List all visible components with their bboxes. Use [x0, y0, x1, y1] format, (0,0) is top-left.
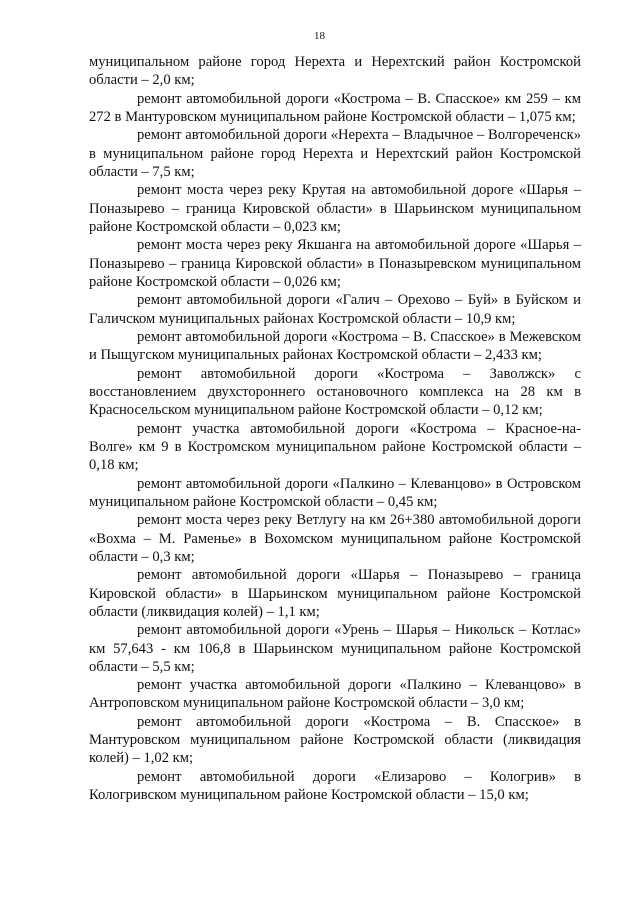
paragraph: ремонт автомобильной дороги «Кострома – В. Спасское» км 259 – км 272 в Мантуровском муниципальном районе Костромской области – 1,075 км; [89, 90, 581, 125]
paragraph: ремонт моста через реку Крутая на автомобильной дороге «Шарья – Поназырево – граница Кировской области» в Шарьинском муниципальном районе Костромской области – 0,023 км; [89, 182, 581, 235]
page-number: 18 [314, 30, 325, 42]
paragraph-continued: муниципальном районе город Нерехта и Нерехтский район Костромской области – 2,0 км; [89, 54, 581, 89]
paragraph: ремонт автомобильной дороги «Кострома – Заволжск» с восстановлением двухстороннего остановочного комплекса на 28 км в Красносельском муниципальном районе Костромской области – 0,12 км; [89, 365, 581, 419]
paragraph: ремонт автомобильной дороги «Шарья – Поназырево – граница Кировской области» в Шарьинском муниципальном районе Костромской области (ликвидация колей) – 1,1 км; [89, 567, 581, 620]
paragraph: ремонт автомобильной дороги «Палкино – Клеванцово» в Островском муниципальном районе Костромской области – 0,45 км; [89, 475, 581, 510]
paragraph: ремонт участка автомобильной дороги «Палкино – Клеванцово» в Антроповском муниципальном районе Костромской области – 3,0 км; [89, 677, 581, 712]
paragraph: ремонт моста через реку Ветлугу на км 26+380 автомобильной дороги «Вохма – М. Раменье» в Вохомском муниципальном районе Костромской области – 0,3 км; [89, 512, 581, 565]
paragraph: ремонт моста через реку Якшанга на автомобильной дороге «Шарья – Поназырево – граница Кировской области» в Поназыревском муниципальном районе Костромской области – 0,026 км; [89, 237, 581, 290]
paragraph: ремонт автомобильной дороги «Кострома – В. Спасское» в Мантуровском муниципальном районе Костромской области (ликвидация колей) – 1,02 км; [89, 713, 581, 767]
paragraph: ремонт автомобильной дороги «Галич – Орехово – Буй» в Буйском и Галичском муниципальных районах Костромской области – 10,9 км; [89, 292, 581, 327]
paragraph: ремонт автомобильной дороги «Нерехта – Владычное – Волгореченск» в муниципальном районе город Нерехта и Нерехтский район Костромской области – 7,5 км; [89, 127, 581, 180]
document-body [89, 53, 581, 804]
paragraph: ремонт автомобильной дороги «Урень – Шарья – Никольск – Котлас» км 57,643 - км 106,8 в Шарьинском муниципальном районе Костромской области – 5,5 км; [89, 622, 581, 675]
paragraph: ремонт автомобильной дороги «Кострома – В. Спасское» в Межевском и Пыщугском муниципальных районах Костромской области – 2,433 км; [89, 328, 581, 364]
paragraph: ремонт автомобильной дороги «Елизарово – Кологрив» в Кологривском муниципальном районе Костромской области – 15,0 км; [89, 768, 581, 804]
paragraph: ремонт участка автомобильной дороги «Кострома – Красное-на-Волге» км 9 в Костромском муниципальном районе Костромской области – 0,18 км; [89, 420, 581, 474]
